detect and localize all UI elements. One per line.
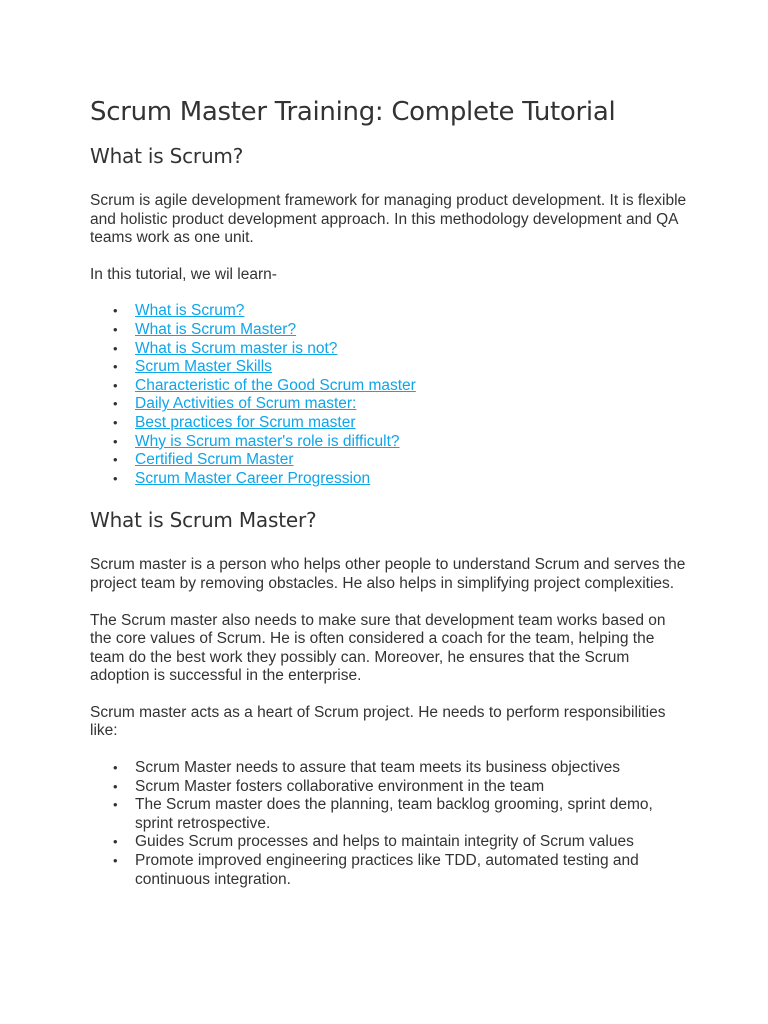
list-item: • Scrum Master needs to assure that team meets its business objectives	[135, 759, 690, 778]
toc-item	[135, 340, 690, 359]
document-page	[90, 94, 690, 907]
toc-item	[135, 358, 690, 377]
list-item: • The Scrum master does the planning, team backlog grooming, sprint demo, sprint retrospective.	[135, 796, 690, 833]
toc-item	[135, 451, 690, 470]
table-of-contents	[90, 302, 690, 488]
toc-item	[135, 395, 690, 414]
toc-link-daily-activities[interactable]: Daily Activities of Scrum master:	[135, 395, 357, 413]
section-heading-what-is-scrum: What is Scrum?	[90, 144, 244, 168]
toc-link-best-practices[interactable]: Best practices for Scrum master	[135, 413, 356, 431]
toc-item	[135, 377, 690, 396]
toc-link-certified-scrum-master[interactable]: Certified Scrum Master	[135, 451, 294, 469]
section-heading-what-is-scrum-master: What is Scrum Master?	[90, 508, 317, 533]
toc-item	[135, 414, 690, 433]
toc-item	[135, 302, 690, 321]
scrum-master-core-values: The Scrum master also needs to make sure that development team works based on the core values of Scrum. He is often considered a coach for the team, helping the team do the best work they possibly can. Moreover, he ensures that the Scrum adoption is successful in the enterprise.	[90, 611, 666, 685]
toc-item	[135, 321, 690, 340]
tutorial-intro-text: In this tutorial, we wil learn-	[90, 265, 277, 283]
page-title: Scrum Master Training: Complete Tutorial	[90, 97, 616, 127]
list-item: • Guides Scrum processes and helps to maintain integrity of Scrum values	[135, 833, 690, 852]
responsibilities-list	[90, 759, 690, 889]
toc-link-scrum-master-skills[interactable]: Scrum Master Skills	[135, 358, 272, 376]
section-what-is-scrum	[90, 142, 690, 488]
toc-link-scrum-master-is-not[interactable]: What is Scrum master is not?	[135, 339, 338, 357]
list-item: • Scrum Master fosters collaborative environment in the team	[135, 778, 690, 797]
section-what-is-scrum-master	[90, 506, 690, 889]
toc-item	[135, 433, 690, 452]
toc-link-career-progression[interactable]: Scrum Master Career Progression	[135, 469, 371, 487]
toc-link-characteristic-good-scrum-master[interactable]: Characteristic of the Good Scrum master	[135, 376, 416, 394]
toc-link-what-is-scrum-master[interactable]: What is Scrum Master?	[135, 320, 297, 338]
list-item: • Promote improved engineering practices like TDD, automated testing and continuous integration.	[135, 852, 690, 889]
toc-link-what-is-scrum[interactable]: What is Scrum?	[135, 302, 245, 320]
toc-link-role-difficult[interactable]: Why is Scrum master's role is difficult?	[135, 432, 400, 450]
intro-paragraph: Scrum is agile development framework for managing product development. It is flexible and holistic product development approach. In this methodology development and QA teams work as one unit.	[90, 192, 687, 247]
scrum-master-definition: Scrum master is a person who helps other people to understand Scrum and serves the project team by removing obstacles. He also helps in simplifying project complexities.	[90, 556, 686, 592]
toc-item	[135, 470, 690, 489]
responsibilities-intro: Scrum master acts as a heart of Scrum project. He needs to perform responsibilities like:	[90, 703, 666, 740]
